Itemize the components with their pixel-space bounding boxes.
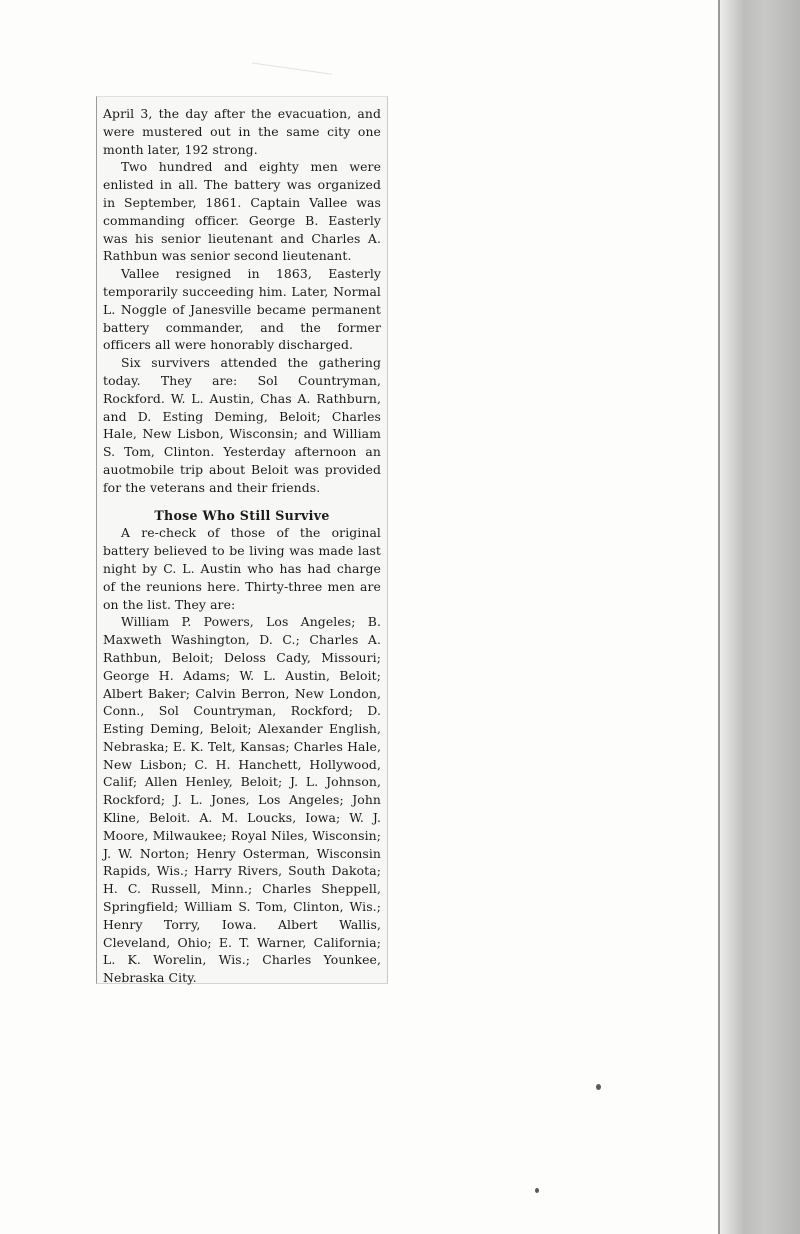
paragraph-intro: April 3, the day after the evacuation, and were mustered out in the same city one month later, 192 strong. bbox=[103, 106, 381, 157]
newspaper-clipping bbox=[96, 96, 388, 984]
ink-speck bbox=[535, 1188, 539, 1193]
paragraph-survivors: Six survivers attended the gathering today. They are: Sol Countryman, Rockford. W. L. Austin, Chas A. Rathburn, and D. Esting Deming, Beloit; Charles Hale, New Lisbon, Wisconsin; and William S. Tom, Clinton. Yesterday afternoon an auotmobile trip about Beloit was provided for the veterans and their friends. bbox=[103, 355, 381, 495]
page-edge-shadow bbox=[718, 0, 800, 1234]
subheading: Those Who Still Survive bbox=[154, 507, 330, 523]
paragraph-resigned: Vallee resigned in 1863, Easterly temporarily succeeding him. Later, Normal L. Noggle of Janesville became permanent battery commander, and the former officers all were honorably discharged. bbox=[103, 266, 381, 353]
article-body bbox=[103, 105, 381, 987]
ink-speck bbox=[596, 1084, 601, 1090]
paragraph-recheck: A re-check of those of the original battery believed to be living was made last night by C. L. Austin who has had charge of the reunions here. Thirty-three men are on the list. They are: bbox=[103, 525, 381, 612]
page-edge-line bbox=[718, 0, 720, 1234]
paragraph-enlisted: Two hundred and eighty men were enlisted in all. The battery was organized in September, 1861. Captain Vallee was commanding officer. George B. Easterly was his senior lieutenant and Charles A. Rathbun was senior second lieutenant. bbox=[103, 159, 381, 264]
paragraph-names-list: William P. Powers, Los Angeles; B. Maxweth Washington, D. C.; Charles A. Rathbun, Beloit; Deloss Cady, Missouri; George H. Adams; W. L. Austin, Beloit; Albert Baker; Calvin Berron, New London, Conn., Sol Countryman, Rockford; D. Esting Deming, Beloit; Alexander English, Nebraska; E. K. Telt, Kansas; Charles Hale, New Lisbon; C. H. Hanchett, Hollywood, Calif; Allen Henley, Beloit; J. L. Johnson, Rockford; J. L. Jones, Los Angeles; John Kline, Beloit. A. M. Loucks, Iowa; W. J. Moore, Milwaukee; Royal Niles, Wisconsin; J. W. Norton; Henry Osterman, Wisconsin Rapids, Wis.; Harry Rivers, South Dakota; H. C. Russell, Minn.; Charles Sheppell, Springfield; William S. Tom, Clinton, Wis.; Henry Torry, Iowa. Albert Wallis, Cleveland, Ohio; E. T. Warner, California; L. K. Worelin, Wis.; Charles Younkee, Nebraska City. bbox=[103, 614, 381, 986]
